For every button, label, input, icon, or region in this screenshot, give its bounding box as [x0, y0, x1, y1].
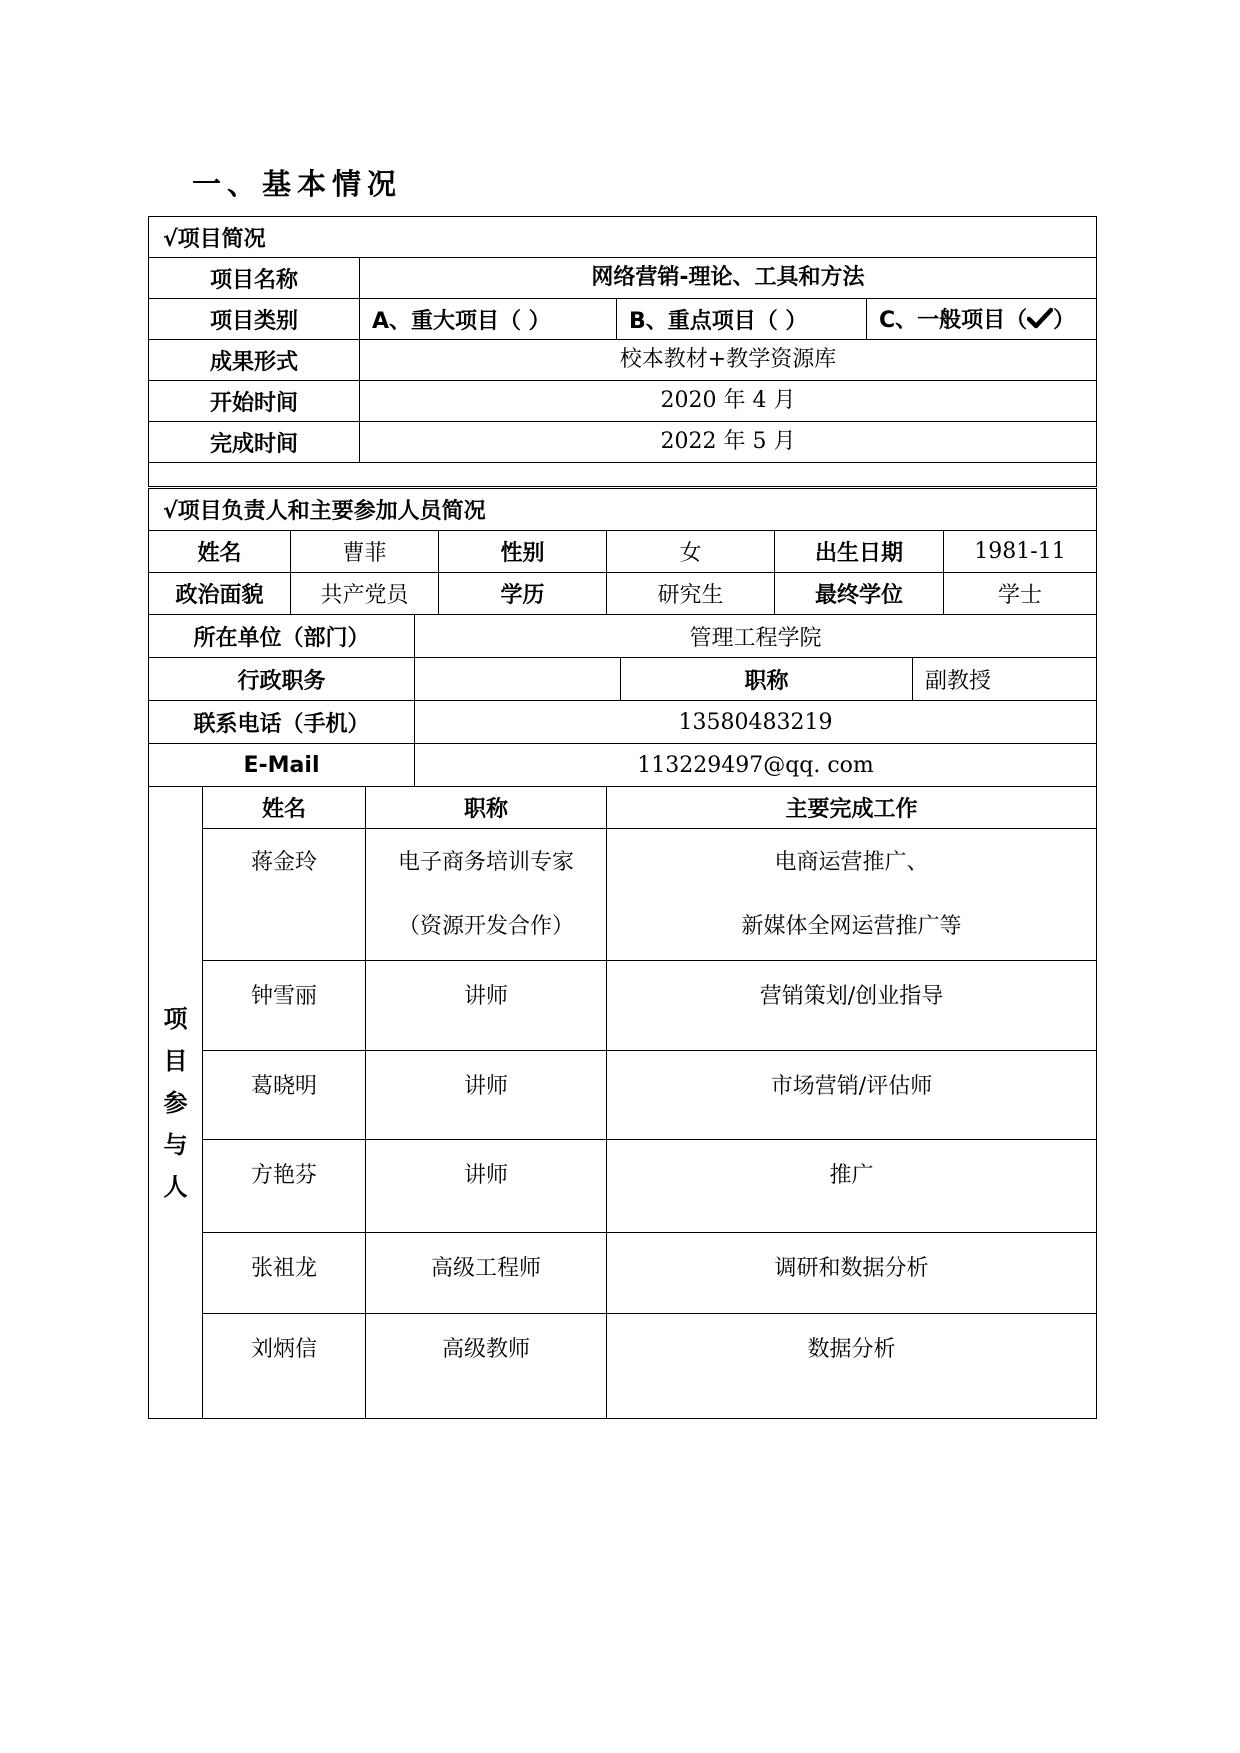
member-name: 钟雪丽	[203, 961, 366, 1051]
result-form-value: 校本教材+教学资源库	[360, 340, 1097, 381]
participants-table	[148, 786, 1097, 1419]
col-header-work: 主要完成工作	[607, 787, 1097, 829]
member-name: 刘炳信	[203, 1314, 366, 1419]
project-name-value: 网络营销-理论、工具和方法	[360, 258, 1097, 299]
phone-label: 联系电话（手机）	[149, 701, 415, 744]
professional-title-value: 副教授	[913, 658, 1097, 701]
side-label-char: 项	[163, 1004, 188, 1033]
member-name: 葛晓明	[203, 1051, 366, 1140]
leader-gender-label: 性别	[439, 531, 607, 573]
section-header-overview: √项目简况	[149, 217, 1097, 258]
member-title	[366, 829, 607, 961]
category-option-c-close: ）	[1053, 308, 1076, 333]
table-row	[149, 1233, 1097, 1314]
member-title: 讲师	[366, 961, 607, 1051]
member-work: 数据分析	[607, 1314, 1097, 1419]
category-option-c	[867, 299, 1097, 340]
participants-side-label	[149, 787, 203, 1419]
leader-education-value: 研究生	[607, 573, 775, 615]
leader-education-label: 学历	[439, 573, 607, 615]
category-option-c-label: C、一般项目（	[879, 308, 1028, 333]
project-name-label: 项目名称	[149, 258, 360, 299]
table-row	[149, 1314, 1097, 1419]
result-form-label: 成果形式	[149, 340, 360, 381]
leader-gender-value: 女	[607, 531, 775, 573]
unit-label: 所在单位（部门）	[149, 615, 415, 658]
member-work-line: 新媒体全网运营推广等	[741, 914, 962, 939]
category-option-b: B、重点项目（ ）	[617, 299, 867, 340]
contact-info-table	[148, 614, 1097, 787]
side-label-char: 人	[163, 1172, 188, 1201]
page-title: 一、基本情况	[192, 167, 403, 201]
end-time-label: 完成时间	[149, 422, 360, 463]
leader-info-table	[148, 488, 1097, 615]
side-label-char: 参	[163, 1088, 188, 1117]
admin-position-value	[415, 658, 621, 701]
project-category-label: 项目类别	[149, 299, 360, 340]
member-title: 高级工程师	[366, 1233, 607, 1314]
leader-name-label: 姓名	[149, 531, 291, 573]
member-title: 讲师	[366, 1140, 607, 1233]
side-label-char: 目	[163, 1046, 188, 1075]
table-row	[149, 1140, 1097, 1233]
table-row	[149, 961, 1097, 1051]
spacer-row	[149, 463, 1097, 487]
category-option-a: A、重大项目（ ）	[360, 299, 617, 340]
end-time-value: 2022 年 5 月	[360, 422, 1097, 463]
professional-title-label: 职称	[621, 658, 913, 701]
section-header-personnel: √项目负责人和主要参加人员简况	[149, 489, 1097, 531]
start-time-value: 2020 年 4 月	[360, 381, 1097, 422]
table-row	[149, 1051, 1097, 1140]
member-work-line: 电商运营推广、	[774, 850, 929, 875]
member-work: 调研和数据分析	[607, 1233, 1097, 1314]
member-name: 蒋金玲	[203, 829, 366, 961]
phone-value: 13580483219	[415, 701, 1097, 744]
col-header-name: 姓名	[203, 787, 366, 829]
member-work	[607, 829, 1097, 961]
leader-name-value: 曹菲	[291, 531, 439, 573]
member-work: 营销策划/创业指导	[607, 961, 1097, 1051]
table-row	[149, 829, 1097, 961]
member-work: 市场营销/评估师	[607, 1051, 1097, 1140]
leader-birth-label: 出生日期	[775, 531, 944, 573]
leader-degree-label: 最终学位	[775, 573, 944, 615]
member-title-line: 电子商务培训专家	[397, 850, 574, 875]
email-value: 113229497@qq. com	[415, 744, 1097, 787]
start-time-label: 开始时间	[149, 381, 360, 422]
email-label: E-Mail	[149, 744, 415, 787]
leader-political-value: 共产党员	[291, 573, 439, 615]
member-title-line: （资源开发合作）	[397, 914, 574, 939]
leader-degree-value: 学士	[944, 573, 1097, 615]
col-header-title: 职称	[366, 787, 607, 829]
checkmark-icon	[1027, 307, 1053, 335]
member-work: 推广	[607, 1140, 1097, 1233]
project-overview-table	[148, 216, 1097, 487]
admin-position-label: 行政职务	[149, 658, 415, 701]
member-title: 高级教师	[366, 1314, 607, 1419]
side-label-char: 与	[163, 1130, 188, 1159]
member-title: 讲师	[366, 1051, 607, 1140]
unit-value: 管理工程学院	[415, 615, 1097, 658]
member-name: 张祖龙	[203, 1233, 366, 1314]
member-name: 方艳芬	[203, 1140, 366, 1233]
leader-political-label: 政治面貌	[149, 573, 291, 615]
leader-birth-value: 1981-11	[944, 531, 1097, 573]
